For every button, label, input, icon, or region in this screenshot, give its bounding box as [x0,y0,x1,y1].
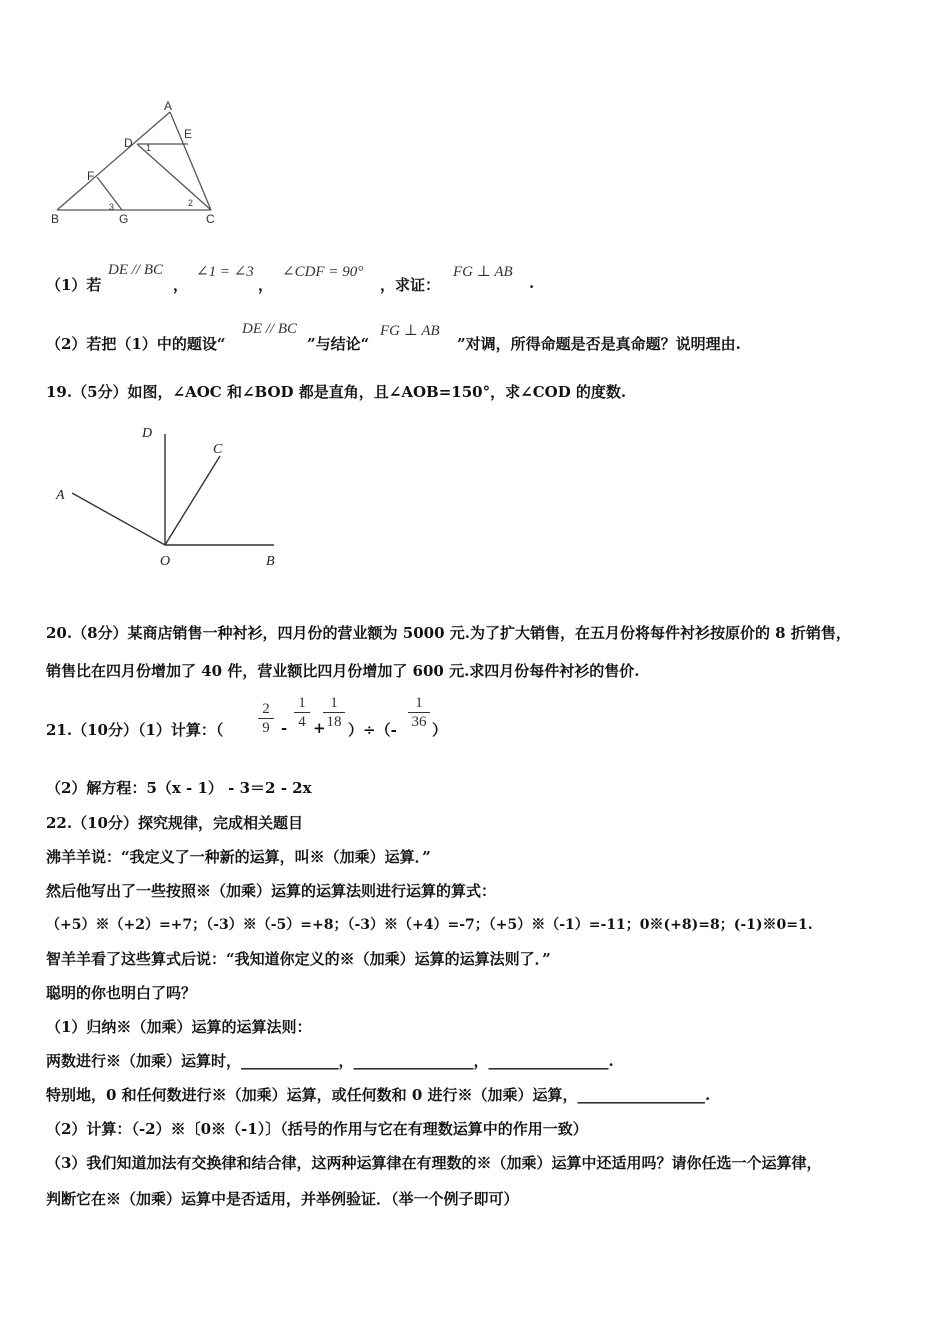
label-b: B [266,554,275,569]
label-e: E [184,127,193,141]
q22-line4: （+5）※（+2）=+7；（-3）※（-5）=+8；（-3）※（+4）=-7；（+5）※（-1）=-11；0※(+8)=8；(-1)※0=1. [46,917,813,933]
angle-figure [40,418,300,578]
q21-end: ） [432,721,448,739]
fraction-1-18: 1 18 [323,694,345,731]
label-3: 3 [109,202,115,212]
q18-p2-end: ”对调，所得命题是否是真命题？说明理由. [457,335,741,353]
q22-line5: 智羊羊看了这些算式后说：“我知道你定义的※（加乘）运算的运算法则了．” [46,950,551,968]
q22-line7: （1）归纳※（加乘）运算的运算法则： [46,1018,312,1036]
triangle-figure [40,100,240,230]
q22-line2: 沸羊羊说：“我定义了一种新的运算，叫※（加乘）运算．” [46,848,431,866]
q21-op-minus: - [281,719,288,737]
label-1: 1 [146,143,152,153]
q22-line1: 22.（10分）探究规律，完成相关题目 [46,814,303,832]
q18-part1 [46,274,101,295]
label-d: D [142,426,153,441]
label-b: B [51,212,60,226]
q22-line12: 判断它在※（加乘）运算中是否适用，并举例验证．（举一个例子即可） [46,1190,519,1208]
label-f: F [87,169,95,183]
q18-p1-mid: ，求证： [380,276,441,294]
q18-p2-math-fg-perp-ab: FG ⊥ AB [380,323,440,339]
q18-p1-math-de-parallel-bc: DE // BC [108,262,163,278]
label-2: 2 [188,198,194,208]
q18-p1-math-cdf: ∠CDF = 90° [282,264,364,280]
q22-line10: （2）计算：（-2）※〔0※（-1）〕（括号的作用与它在有理数运算中的作用一致） [46,1120,588,1138]
q19-text: 19.（5分）如图，∠AOC 和∠BOD 都是直角，且∠AOB=150°，求∠COD 的度数. [46,383,627,401]
label-a: A [56,488,65,503]
q20-line1: 20.（8分）某商店销售一种衬衫，四月份的营业额为 5000 元.为了扩大销售，在五月份将每件衬衫按原价的 8 折销售， [46,624,851,642]
q18-p1-math-angles: ∠1 = ∠3 [196,264,254,280]
ray-oa [72,493,165,545]
q18-p1-prefix: （1）若 [46,276,102,294]
q21-op-plus: + [313,719,326,737]
q21-part2: （2）解方程：5（x - 1） - 3＝2 - 2x [46,779,312,797]
fraction-2-9: 2 9 [258,700,274,737]
q22-line8: 两数进行※（加乘）运算时，_____________，________________，________________. [46,1052,614,1070]
q18-p1-sep1: ， [173,276,189,294]
segment-dc [137,144,211,210]
q22-line9: 特别地，0 和任何数进行※（加乘）运算，或任何数和 0 进行※（加乘）运算，_________________. [46,1086,711,1104]
q22-line6: 聪明的你也明白了吗？ [46,984,197,1002]
q20-line2: 销售比在四月份增加了 40 件，营业额比四月份增加了 600 元.求四月份每件衬衫的售价. [46,662,640,680]
q18-p2-mid: ”与结论“ [307,335,370,353]
label-g: G [119,212,129,226]
ray-oc [165,456,220,545]
label-d: D [124,136,133,150]
label-a: A [164,100,173,113]
fraction-1-4: 1 4 [294,694,310,731]
q18-p2-prefix: （2）若把（1）中的题设“ [46,335,226,353]
q18-p1-math-fg-perp-ab: FG ⊥ AB [453,264,513,280]
q18-p2-math-de-parallel-bc: DE // BC [242,321,297,337]
label-o: O [160,554,171,569]
segment-ab [57,112,170,210]
q22-line11: （3）我们知道加法有交换律和结合律，这两种运算律在有理数的※（加乘）运算中还适用吗？请你任选一个运算律， [46,1154,822,1172]
label-c: C [206,212,215,226]
fraction-1-36: 1 36 [408,694,430,731]
q18-p1-sep2: ， [258,276,274,294]
q18-p1-end: . [529,274,535,292]
q21-mid: ）÷（- [348,721,397,739]
q22-line3: 然后他写出了一些按照※（加乘）运算的运算法则进行运算的算式： [46,882,497,900]
q21-prefix: 21.（10分）（1）计算：（ [46,721,224,739]
label-c: C [213,442,223,457]
